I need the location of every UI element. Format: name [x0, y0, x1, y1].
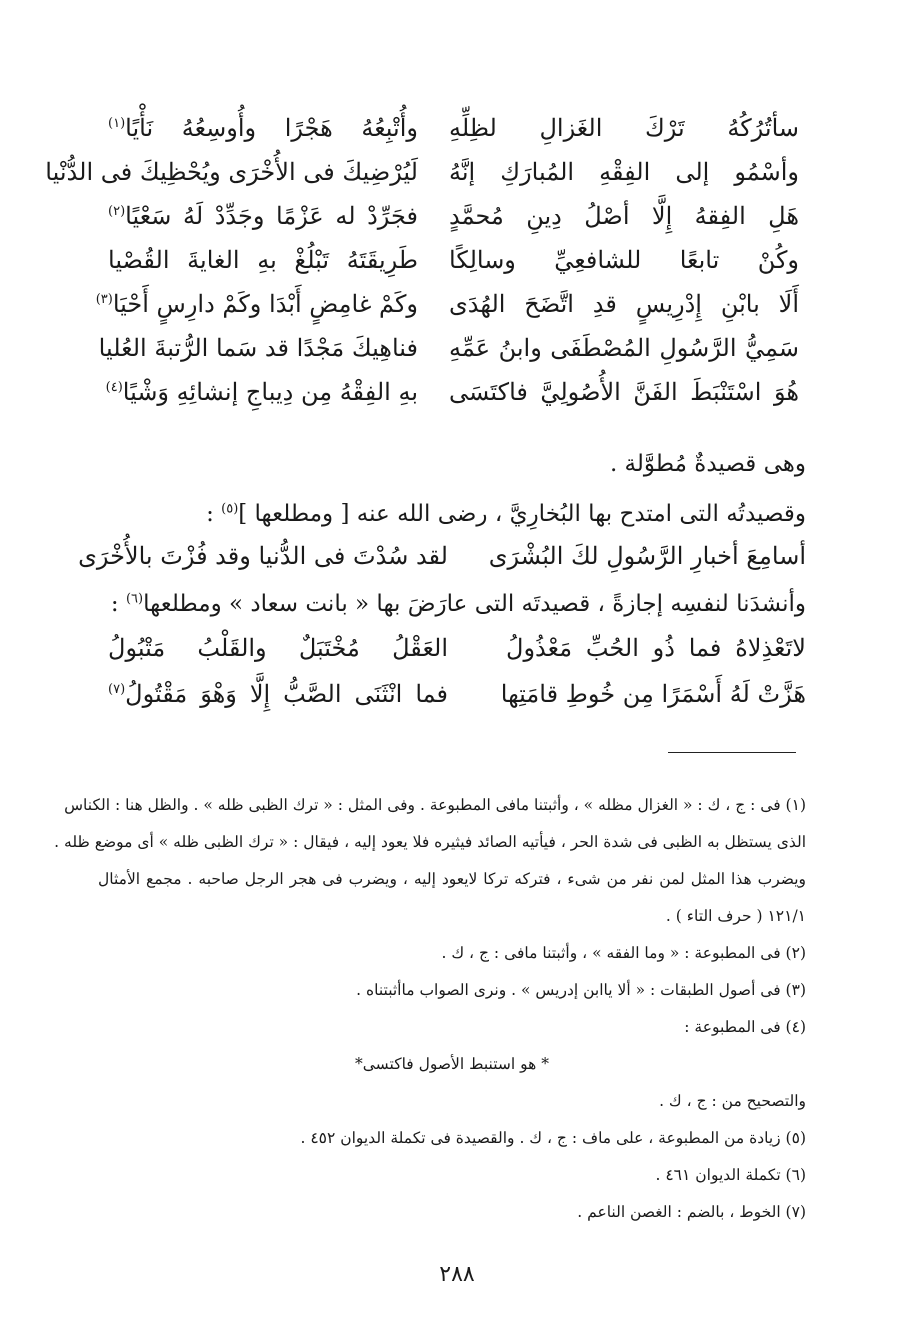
hemistich-first: وأسْمُو إلى الفِقْهِ المُبارَكِ إنَّهُ	[449, 158, 799, 186]
hemistich-second	[95, 284, 418, 324]
footnote-ref: (٢)	[108, 204, 126, 219]
footnote-line: (١) فى : ج ، ك : « الغزال مظله » ، وأثبتنا مافى المطبوعة . وفى المثل : « ترك الظبى ظله » . والظل هنا : الكناس	[64, 796, 806, 814]
footnote-line: والتصحيح من : ج ، ك .	[659, 1092, 806, 1110]
verse	[0, 674, 914, 718]
hemistich-second: لقد سُدْتَ فى الدُّنيا وقد فُزْتَ بالأُخْرَى	[78, 542, 448, 570]
footnote-line: (٥) زيادة من المطبوعة ، على ماف : ج ، ك . والقصيدة فى تكملة الديوان ٤٥٢ .	[300, 1129, 806, 1147]
footnote-line: (٤) فى المطبوعة :	[684, 1018, 806, 1036]
hemistich-first: سَمِيُّ الرَّسُولِ المُصْطَفَى وابنُ عَمِّهِ	[449, 334, 799, 362]
hemistich-second	[45, 152, 418, 192]
prose-tail: :	[110, 591, 126, 617]
verse	[0, 152, 914, 196]
verse-bukhari	[0, 536, 914, 580]
footnote-line: الذى يستظل به الظبى فى شدة الحر ، فيأتيه الصائد فيثيره فلا يعود إليه ، فيقال : « ترك الظبى ظله » أى موضع ظله .	[54, 833, 806, 851]
prose-text: وأنشدَنا لنفسِه إجازةً ، قصيدتَه التى عارَضَ بها « بانت سعاد » ومطلعها	[143, 591, 806, 617]
page-number: ٢٨٨	[439, 1262, 475, 1287]
prose-banat-suad-intro	[106, 584, 806, 624]
footnote-ref: (١)	[108, 116, 126, 131]
verse	[0, 628, 914, 672]
hemistich-first: هَلِ الفِقهُ إِلَّا أصْلُ دِينِ مُحمَّدٍ	[449, 202, 799, 230]
prose-note: وهى قصيدةٌ مُطوَّلة .	[609, 451, 806, 477]
footnote-divider	[668, 752, 796, 753]
verse	[0, 372, 914, 416]
footnote-ref: (٤)	[105, 380, 123, 395]
hemistich-first: أسامِعَ أخبارِ الرَّسُولِ لكَ البُشْرَى	[488, 542, 806, 570]
hemistich-second	[108, 196, 418, 236]
verse	[0, 108, 914, 152]
hemistich-first: سأتُرُكُهُ تَرْكَ الغَزالِ لظِلِّهِ	[449, 114, 799, 142]
footnote-line: (٢) فى المطبوعة : « وما الفقه » ، وأثبتنا مافى : ج ، ك .	[441, 944, 806, 962]
prose-tail: :	[206, 501, 222, 527]
hemistich-second	[108, 674, 448, 714]
hemistich-text: وأُتْبِعُهُ هَجْرًا وأُوسِعُهُ نَأْيًا	[125, 114, 418, 142]
footnote-line: (٣) فى أصول الطبقات : « ألا ياابن إدريس » . ونرى الصواب ماأثبتناه .	[356, 981, 806, 999]
hemistich-first: أَلَا بابْنِ إِدْرِيسٍ قدِ اتَّضَحَ الهُدَى	[449, 290, 799, 318]
prose-text: وقصيدتُه التى امتدح بها البُخارِيَّ ، رضى الله عنه [ ومطلعها ]	[238, 501, 806, 527]
hemistich-first: هَزَّتْ لَهُ أَسْمَرًا مِن خُوطِ قامَتِها	[500, 680, 806, 708]
hemistich-text: العَقْلُ مُخْتَبَلٌ والقَلْبُ مَتْبُولُ	[108, 634, 448, 662]
hemistich-first: لاتَعْذِلاهُ فما ذُو الحُبِّ مَعْذُولُ	[506, 634, 806, 662]
footnote-line: (٧) الخوط ، بالضم : الغصن الناعم .	[577, 1203, 806, 1221]
poem-shafii	[0, 108, 914, 416]
footnotes	[54, 792, 806, 1236]
hemistich-text: لَيُرْضِيكَ فى الأُخْرَى ويُحْظِيكَ فى الدُّنْيا	[45, 158, 418, 186]
hemistich-second	[108, 240, 418, 280]
footnote-line: * هو استنبط الأصول فاكتسى*	[355, 1055, 549, 1073]
footnote-ref: (٧)	[108, 682, 126, 697]
footnote-line: ويضرب هذا المثل لمن نفر من شىء ، فتركه تركا لايعود إليه ، ويضرب فى هجر الرجل صاحبه . مجمع الأمثال	[98, 870, 806, 888]
footnote-ref: (٥)	[221, 501, 239, 517]
prose-bukhari-intro	[106, 494, 806, 534]
verse	[0, 284, 914, 328]
hemistich-text: وكَمْ غامِضٍ أَبْدَا وكَمْ دارِسٍ أَحْيَا	[112, 290, 418, 318]
hemistich-first: وكُنْ تابعًا للشافعِيِّ وسالِكًا	[449, 246, 799, 274]
hemistich-second	[98, 328, 418, 368]
hemistich-text: بهِ الفِقْهُ مِن دِيباجِ إنشائِهِ وَشْيًا	[122, 378, 418, 406]
hemistich-text: فما انْثَنَى الصَّبُّ إِلَّا وَهْوَ مَقْتُولُ	[125, 680, 448, 708]
hemistich-second	[108, 108, 418, 148]
footnote-line: (٦) تكملة الديوان ٤٦١ .	[655, 1166, 806, 1184]
footnote-ref: (٣)	[95, 292, 113, 307]
hemistich-first: هُوَ اسْتَنْبَطَ الفَنَّ الأُصُولِيَّ فاكتَسَى	[449, 378, 799, 406]
hemistich-second	[105, 372, 418, 412]
hemistich-text: فجَرِّدْ له عَزْمًا وجَدِّدْ لَهُ سَعْيًا	[125, 202, 418, 230]
footnote-line: ١٢١/١ ( حرف التاء ) .	[665, 907, 806, 925]
hemistich-text: طَرِيقَتَهُ تَبْلُغْ بهِ الغايةَ القُصْيا	[108, 246, 418, 274]
verse	[0, 328, 914, 372]
footnote-ref: (٦)	[125, 591, 144, 607]
hemistich-second	[108, 628, 448, 668]
hemistich-text: فناهِيكَ مَجْدًا قد سَما الرُّتبةَ العُليا	[98, 334, 418, 362]
verse	[0, 196, 914, 240]
verse	[0, 240, 914, 284]
